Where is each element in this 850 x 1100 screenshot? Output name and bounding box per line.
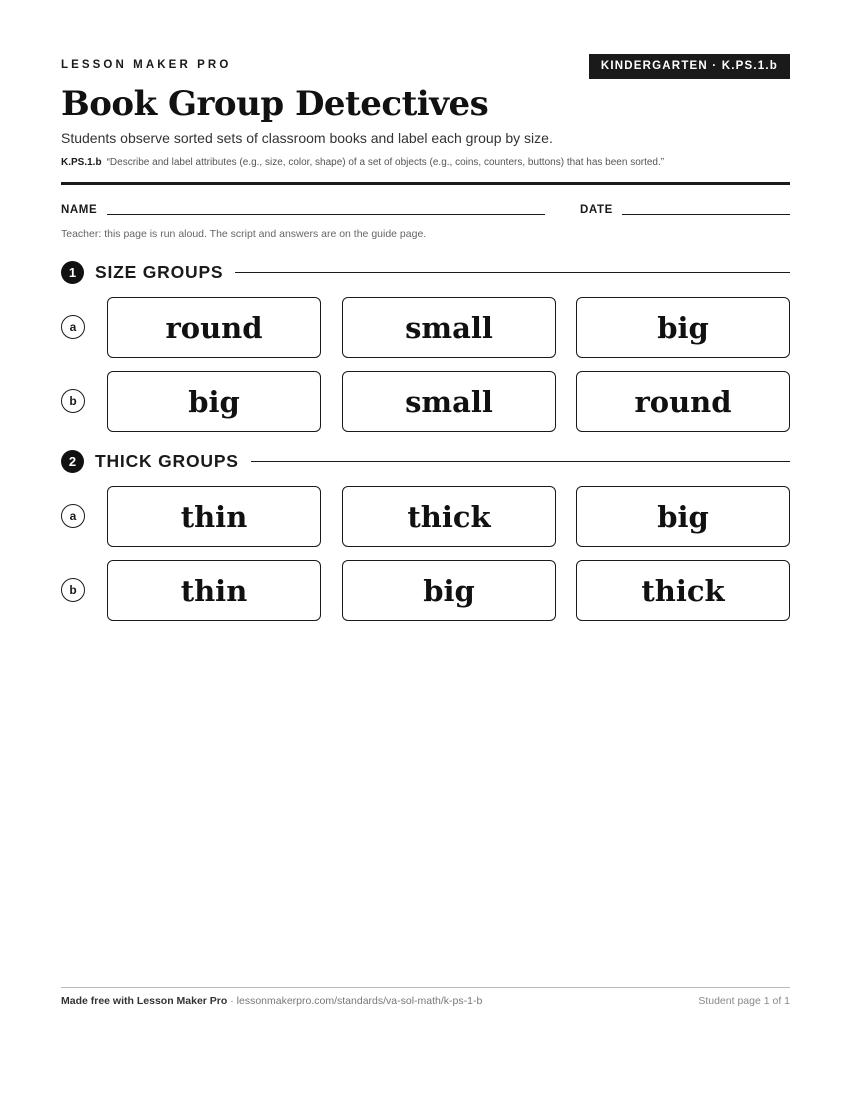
name-field[interactable] bbox=[107, 214, 545, 215]
question-row bbox=[61, 297, 790, 359]
teacher-note: Teacher: this page is run aloud. The script and answers are on the guide page. bbox=[61, 228, 427, 240]
date-label: DATE bbox=[580, 204, 613, 216]
footer-divider bbox=[61, 987, 790, 988]
row-letter-marker: a bbox=[61, 504, 85, 528]
footer-credit bbox=[61, 995, 482, 1007]
answer-card[interactable]: thin bbox=[107, 486, 321, 547]
section-number: 1 bbox=[61, 261, 84, 284]
name-label: NAME bbox=[61, 204, 98, 216]
standard-code: K.PS.1.b bbox=[61, 157, 102, 168]
standard-text: “Describe and label attributes (e.g., size, color, shape) of a set of objects (e.g., coins, counters, buttons) that has been sorted.” bbox=[106, 157, 665, 168]
section-title: THICK GROUPS bbox=[95, 450, 239, 471]
row-letter-marker: a bbox=[61, 315, 85, 339]
header-divider bbox=[61, 182, 790, 185]
standard-description bbox=[61, 157, 664, 168]
section-header bbox=[61, 448, 790, 474]
grade-standard-badge: KINDERGARTEN · K.PS.1.b bbox=[589, 54, 790, 79]
footer-made-with: Made free with Lesson Maker Pro bbox=[61, 995, 228, 1007]
answer-card[interactable]: small bbox=[342, 297, 556, 358]
question-row bbox=[61, 371, 790, 433]
answer-card[interactable]: round bbox=[576, 371, 790, 432]
footer-page-number: Student page 1 of 1 bbox=[698, 995, 790, 1007]
page-subtitle: Students observe sorted sets of classroom books and label each group by size. bbox=[61, 130, 553, 146]
page-title: Book Group Detectives bbox=[61, 84, 489, 124]
answer-card[interactable]: thick bbox=[342, 486, 556, 547]
footer-url: · lessonmakerpro.com/standards/va-sol-math/k-ps-1-b bbox=[227, 995, 483, 1007]
question-row bbox=[61, 486, 790, 548]
answer-card[interactable]: small bbox=[342, 371, 556, 432]
worksheet-page bbox=[61, 0, 790, 1100]
section-divider bbox=[235, 272, 790, 273]
answer-card[interactable]: big bbox=[576, 486, 790, 547]
question-row bbox=[61, 560, 790, 622]
answer-card[interactable]: thin bbox=[107, 560, 321, 621]
answer-card[interactable]: big bbox=[576, 297, 790, 358]
section-header bbox=[61, 259, 790, 285]
row-letter-marker: b bbox=[61, 389, 85, 413]
answer-card[interactable]: big bbox=[107, 371, 321, 432]
brand-name: LESSON MAKER PRO bbox=[61, 59, 232, 71]
section-divider bbox=[251, 461, 790, 462]
answer-card[interactable]: thick bbox=[576, 560, 790, 621]
row-letter-marker: b bbox=[61, 578, 85, 602]
section-title: SIZE GROUPS bbox=[95, 261, 224, 282]
answer-card[interactable]: big bbox=[342, 560, 556, 621]
section-number: 2 bbox=[61, 450, 84, 473]
answer-card[interactable]: round bbox=[107, 297, 321, 358]
date-field[interactable] bbox=[622, 214, 790, 215]
